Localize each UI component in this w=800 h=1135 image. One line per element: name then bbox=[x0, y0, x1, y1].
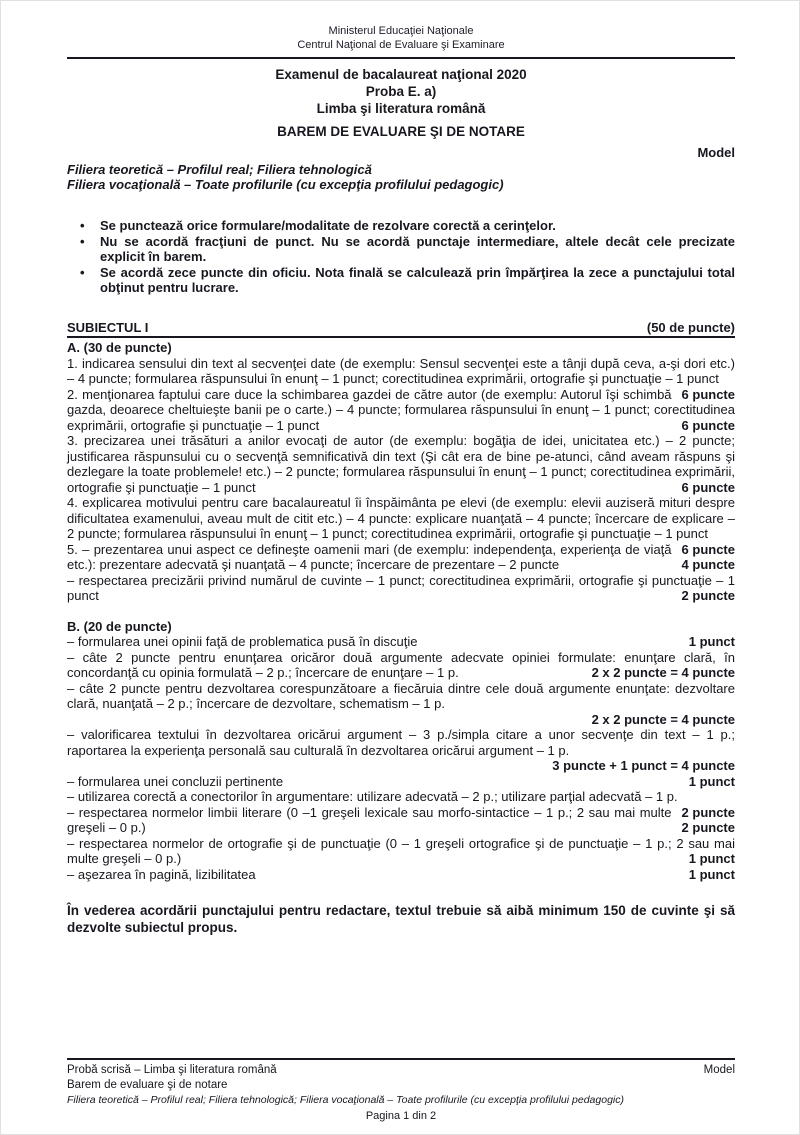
footer-page-number: Pagina 1 din 2 bbox=[365, 1110, 437, 1122]
filiera-line-1: Filiera teoretică – Profilul real; Filiera tehnologică bbox=[67, 162, 372, 177]
criterion-points: 6 puncte bbox=[681, 541, 735, 557]
criterion-points: 2 x 2 puncte = 4 puncte bbox=[591, 711, 735, 727]
footer-barem-label: Barem de evaluare şi de notare bbox=[67, 1079, 228, 1091]
header-divider bbox=[67, 57, 735, 59]
general-note-item: • Se punctează orice formulare/modalitate de rezolvare corectă a cerinţelor. bbox=[67, 218, 735, 234]
criterion-item-a5 bbox=[67, 542, 735, 573]
subject1-points: (50 de puncte) bbox=[646, 319, 735, 335]
criterion-points: 2 puncte bbox=[681, 804, 735, 820]
criterion-item-b1 bbox=[67, 634, 735, 650]
criterion-points: 6 puncte bbox=[681, 479, 735, 495]
criterion-points: 2 puncte bbox=[681, 588, 735, 603]
subject1-header bbox=[67, 320, 735, 339]
criterion-text: 3. precizarea unei trăsături a anilor evocaţi de autor (de exemplu: bogăţia de idei, unicitatea etc.) – 2 puncte; justificarea răspunsului cu o secvenţă semnificativă din text (Şi cât era de bine pe-atunci, când aveam răspuns şi dezlegare la toate problemele! etc.) – 2 puncte; formularea răspunsului în enunţ – 1 punct; corectitudinea exprimării, ortografie şi punctuaţie – 1 punct bbox=[67, 433, 735, 495]
criterion-points: 1 punct bbox=[688, 851, 735, 866]
criterion-item-b4 bbox=[67, 727, 735, 758]
criterion-points: 2 x 2 puncte = 4 puncte bbox=[591, 665, 735, 680]
criterion-item-a5b bbox=[67, 573, 735, 604]
criterion-text: 4. explicarea motivului pentru care bacalaureatul îi înspăimânta pe elevi (de exemplu: elevii auziseră mituri despre dificultatea examenului, aveau mult de citit etc.) – 4 puncte: explicare nuanţată – 4 puncte; încercare de explicare – 2 puncte; formularea răspunsului în enunţ – 1 punct; corectitudinea exprimării, ortografie şi punctuaţie – 1 punct bbox=[67, 495, 735, 541]
criterion-item-a3 bbox=[67, 433, 735, 495]
criterion-text: – respectarea precizării privind numărul de cuvinte – 1 punct; corectitudinea exprimării, ortografie şi punctuaţie – 1 punct bbox=[67, 572, 735, 603]
exam-title-line-3: Limba şi literatura română bbox=[316, 101, 486, 116]
footer-model-label: Model bbox=[703, 1064, 735, 1076]
section-a-heading: A. (30 de puncte) bbox=[67, 340, 172, 355]
criterion-points: 4 puncte bbox=[681, 557, 735, 572]
criterion-points: 1 punct bbox=[688, 866, 735, 882]
criterion-text: – respectarea normelor de ortografie şi de punctuaţie (0 – 1 greşeli ortografice şi de punctuaţie – 1 p.; 2 sau mai multe greşeli – 0 p.) bbox=[67, 835, 735, 866]
criterion-text: 5. – prezentarea unui aspect ce defineşte oamenii mari (de exemplu: independenţa, experienţa de viaţă etc.): prezentare adecvată şi nuanţată – 4 puncte; încercare de prezentare – 2 puncte bbox=[67, 541, 672, 572]
criterion-text: – câte 2 puncte pentru enunţarea oricăror două argumente adecvate opiniei formulate: enunţare clară, în concordanţă cu opinia formulată – 2 p.; încercare de enunţare – 1 p. bbox=[67, 649, 735, 680]
ministry-line-1: Ministerul Educaţiei Naţionale bbox=[328, 25, 474, 37]
criterion-item-a2 bbox=[67, 387, 735, 434]
criterion-text: – câte 2 puncte pentru dezvoltarea corespunzătoare a fiecăruia dintre cele două argumente enunţate: dezvoltare clară, nuanţată – 2 p.; încercare de dezvoltare, schematism – 1 p. bbox=[67, 680, 735, 711]
criterion-points: 3 puncte + 1 punct = 4 puncte bbox=[552, 758, 735, 773]
exam-title-line-2: Proba E. a) bbox=[365, 84, 437, 99]
criterion-text: – formularea unei concluzii pertinente bbox=[67, 773, 284, 789]
criterion-item-b3 bbox=[67, 681, 735, 712]
criterion-text: – respectarea normelor limbii literare (0 –1 greşeli lexicale sau morfo-sintactice – 1 p.; 2 sau mai multe greşeli – 0 p.) bbox=[67, 804, 672, 835]
criterion-item-b9 bbox=[67, 867, 735, 883]
criterion-text: – aşezarea în pagină, lizibilitatea bbox=[67, 866, 256, 882]
criterion-item-b7 bbox=[67, 805, 735, 836]
criterion-text: – formularea unei opinii faţă de problematica pusă în discuţie bbox=[67, 634, 418, 649]
criterion-points: 2 puncte bbox=[681, 820, 735, 835]
criterion-points: 1 punct bbox=[688, 773, 735, 789]
barem-title: BAREM DE EVALUARE ŞI DE NOTARE bbox=[277, 124, 525, 139]
criterion-item-a1 bbox=[67, 355, 735, 402]
subject1-title: SUBIECTUL I bbox=[67, 319, 149, 335]
general-notes bbox=[67, 218, 735, 296]
redaction-note: În vederea acordării punctajului pentru redactare, textul trebuie să aibă minimum 150 de cuvinte şi să dezvolte subiectul propus. bbox=[67, 903, 735, 935]
criterion-text: – utilizarea corectă a conectorilor în argumentare: utilizare adecvată – 2 p.; utilizare parţial adecvată – 1 p. bbox=[67, 789, 678, 804]
general-note-item: • Se acordă zece puncte din oficiu. Nota finală se calculează prin împărţirea la zece a punctajului total obţinut pentru lucrare. bbox=[67, 265, 735, 296]
criterion-item-b2 bbox=[67, 650, 735, 681]
criterion-text: 1. indicarea sensului din text al secvenţei date (de exemplu: Sensul secvenţei este a tânji după ceva, a-şi dori etc.) – 4 puncte; formularea răspunsului în enunţ – 1 punct; corectitudinea exprimării, ortografie şi punctuaţie – 1 punct bbox=[67, 355, 735, 386]
footer-row-1 bbox=[67, 1063, 735, 1078]
filiera-block bbox=[67, 162, 735, 192]
general-note-item: • Nu se acordă fracţiuni de punct. Nu se acordă punctaje intermediare, altele decât cele precizate explicit în barem. bbox=[67, 234, 735, 265]
criterion-item-b5 bbox=[67, 774, 735, 790]
criterion-points: 1 punct bbox=[688, 634, 735, 649]
footer-exam-name: Probă scrisă – Limba şi literatura română bbox=[67, 1064, 277, 1076]
exam-title-line-1: Examenul de bacalaureat naţional 2020 bbox=[275, 67, 527, 82]
model-label: Model bbox=[697, 144, 735, 160]
criterion-points: 6 puncte bbox=[681, 417, 735, 433]
exam-title-block bbox=[67, 66, 735, 117]
section-b-heading: B. (20 de puncte) bbox=[67, 618, 172, 634]
page-footer bbox=[67, 1058, 735, 1124]
criterion-item-b8 bbox=[67, 836, 735, 867]
filiera-line-2: Filiera vocaţională – Toate profilurile (cu excepţia profilului pedagogic) bbox=[67, 177, 504, 192]
ministry-line-2: Centrul Naţional de Evaluare şi Examinare bbox=[297, 38, 505, 51]
footer-filiera: Filiera teoretică – Profilul real; Filiera tehnologică; Filiera vocaţională – Toate profilurile (cu excepţia profilului pedagogic) bbox=[67, 1094, 624, 1106]
criterion-text: 2. menţionarea faptului care duce la schimbarea gazdei de către autor (de exemplu: Autorul îşi schimbă gazda, deoarece cheltuieşte banii pe o carte.) – 4 puncte; formularea răspunsului în enunţ – 1 punct; corectitudinea exprimării, ortografie şi punctuaţie – 1 punct bbox=[67, 386, 735, 433]
criterion-points: 6 puncte bbox=[681, 386, 735, 402]
header-ministry bbox=[67, 25, 735, 52]
criterion-text: – valorificarea textului în dezvoltarea oricărui argument – 3 p./simpla citare a unor secvenţe din text – 1 p.; raportarea la experienţa personală sau culturală în dezvoltarea oricărui argument – 1 p. bbox=[67, 727, 735, 758]
